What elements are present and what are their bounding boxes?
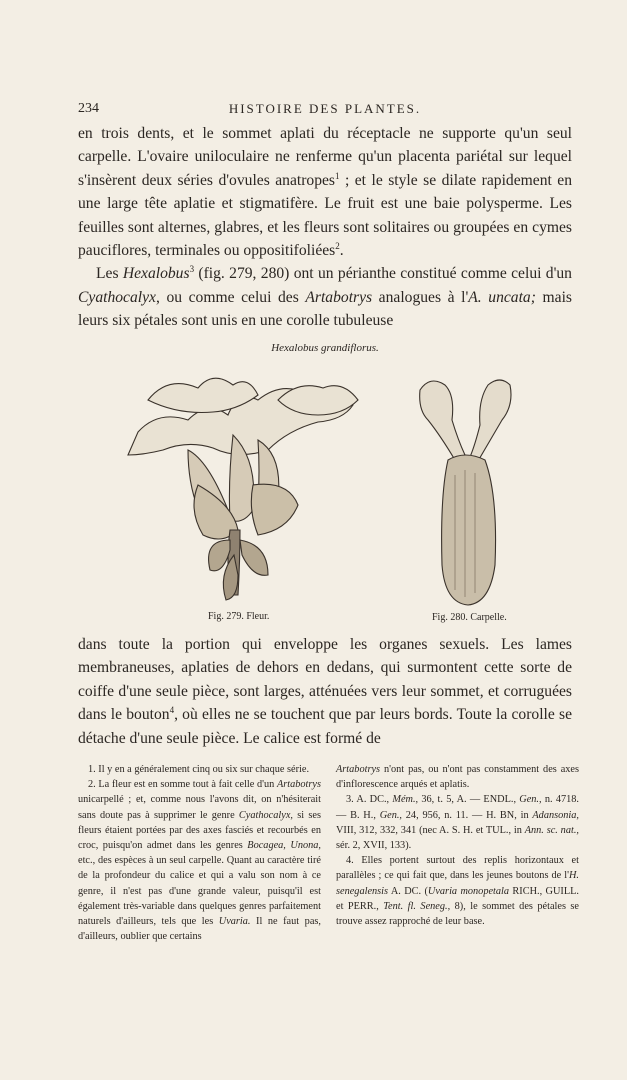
paragraph: Les Hexalobus$^3$ (fig. 279, 280) ont un périanthe constitué comme celui d'un Cyathocalyx, ou comme celui des Artabotrys analogues à l'A. uncata; mais leurs six pétales sont unis en une corolle tubuleuse xyxy=(78,264,572,330)
flower-illustration xyxy=(118,360,366,608)
footnote-column-right xyxy=(336,762,579,929)
page-number: 234 xyxy=(78,101,99,116)
footnote-4: 4. Elles portent surtout des replis horizontaux et parallèles ; ce qui fait que, dans les jeunes boutons de l'H. senegalensis A. DC. (Uvaria monopetala RICH., GUILL. et PERR., Tent. fl. Seneg., 8), le sommet des pétales se trouve assez rapproché de leur base. xyxy=(336,855,579,928)
footnote-3: 3. A. DC., Mém., 36, t. 5, A. — ENDL., Gen., n. 4718. — B. H., Gen., 24, 956, n. 11. — H. BN, in Adansonia, VIII, 312, 332, 341 (nec A. S. H. et TUL., in Ann. sc. nat., sér. 2, XVII, 133). xyxy=(336,794,579,852)
footnote-2: 2. La fleur est en somme tout à fait celle d'un Artabotrys unicarpellé ; et, comme nous l'avons dit, on n'hésiterait sans doute pas à supprimer le genre Cyathocalyx, si ses fleurs étaient portées par des axes fasciés et recourbés en croc, puisqu'on admet dans les genres Bocagea, Unona, etc., des espèces à un seul carpelle. Quant au caractère tiré de la profondeur du calice et qui a valu son nom à ce genre, il n'est pas d'une grande valeur, puisqu'il est également très-variable dans quelques genres parfaitement naturels d'ailleurs, tels que les Uvaria. Il ne faut pas, d'ailleurs, oublier que certains xyxy=(78,779,321,943)
footnote-column-left xyxy=(78,762,321,944)
paragraph: en trois dents, et le sommet aplati du réceptacle ne supporte qu'un seul carpelle. L'ovaire uniloculaire ne renferme qu'un placenta pariétal sur lequel s'insèrent deux séries d'ovules anatropes$^1$ ; et le style se dilate rapidement en une large tête aplatie et stigmatifère. Le fruit est une baie polysperme. Les feuilles sont alternes, glabres, et les fleurs sont solitaires ou groupées en cymes pauciflores, terminales ou oppositifoliées$^2$. xyxy=(78,125,573,260)
footnotes xyxy=(78,762,579,962)
figure-caption: Hexalobus grandiflorus. xyxy=(271,342,379,354)
footnote-ref[interactable]: 4 xyxy=(169,705,175,716)
footnote-2-continued: Artabotrys n'ont pas, ou n'ont pas constamment des axes d'inflorescence arqués et aplatis. xyxy=(336,764,579,791)
footnote-ref[interactable]: 1 xyxy=(335,170,340,181)
figure-279-label: Fig. 279. Fleur. xyxy=(208,611,270,622)
body-text-bottom xyxy=(78,633,572,750)
page-header xyxy=(78,101,572,121)
body-text-top xyxy=(78,122,572,333)
footnote-ref[interactable]: 3 xyxy=(189,264,195,275)
footnote-1: 1. Il y en a généralement cinq ou six sur chaque série. xyxy=(88,764,310,775)
carpel-illustration xyxy=(410,375,520,607)
footnote-ref[interactable]: 2 xyxy=(335,240,340,251)
figure-280-label: Fig. 280. Carpelle. xyxy=(432,612,507,623)
running-title: HISTOIRE DES PLANTES. xyxy=(228,101,422,116)
paragraph: dans toute la portion qui enveloppe les organes sexuels. Les lames membraneuses, aplaties de dehors en dedans, qui surmontent cette sorte de coiffe d'une seule pièce, sont larges, atténuées vers leur sommet, et corruguées dans le bouton$^4$, où elles ne se touchent que par leurs bords. Toute la corolle se détache d'une seule pièce. Le calice est formé de xyxy=(78,636,572,747)
